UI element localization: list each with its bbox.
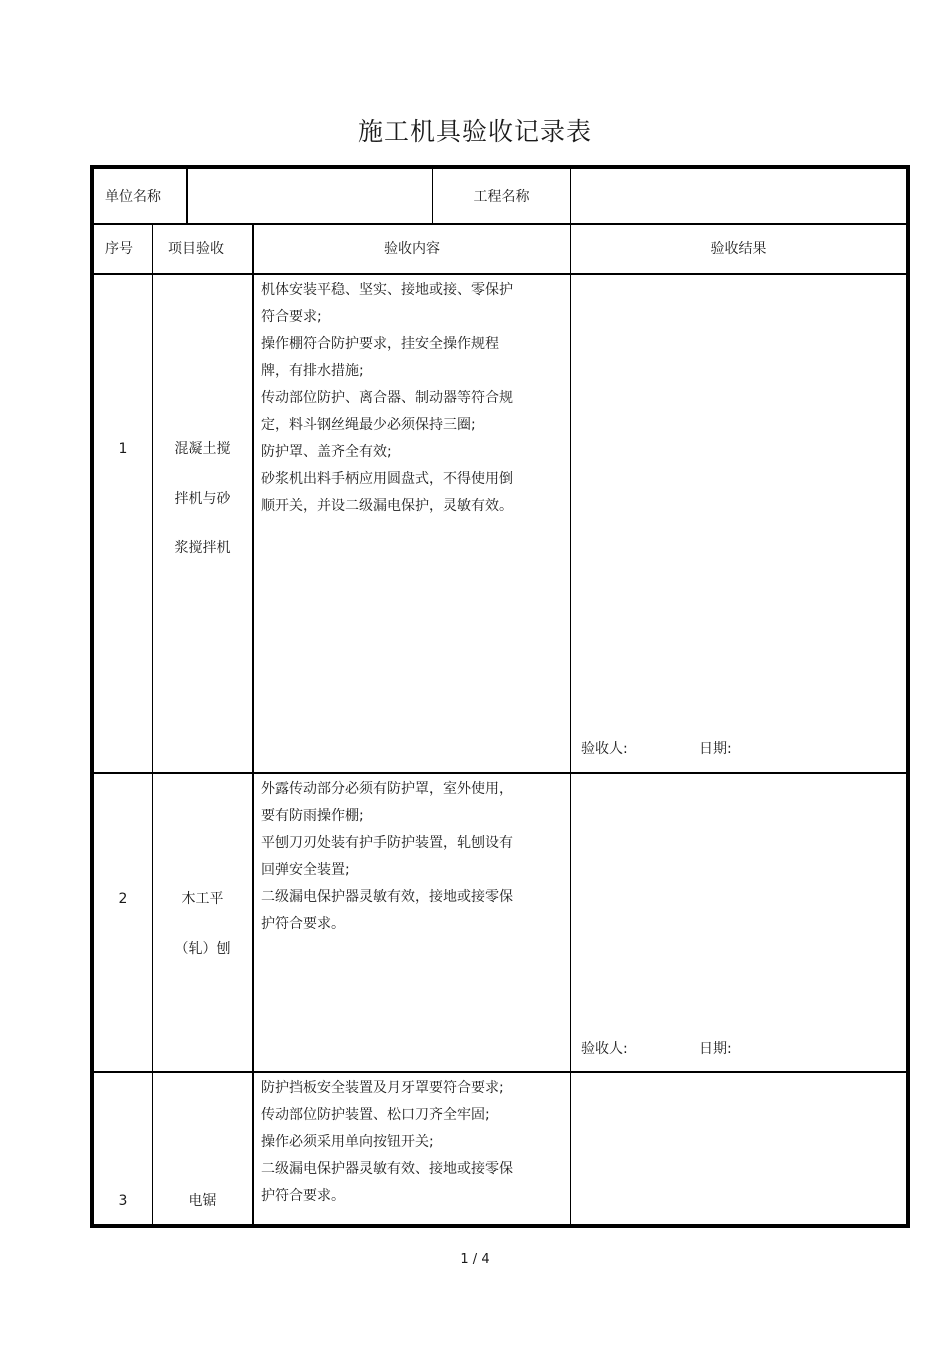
row-1-item-line: 混凝土搅 <box>174 441 231 457</box>
row-3-number: 3 <box>118 1193 128 1209</box>
row-divider <box>94 772 906 774</box>
row-1-item-line: 拌机与砂 <box>174 491 231 507</box>
project-name-label: 工程名称 <box>473 189 530 205</box>
col-header-no: 序号 <box>105 241 133 257</box>
unit-name-field[interactable] <box>192 187 428 207</box>
content-line: 护符合要求。 <box>261 1188 345 1204</box>
row-divider <box>94 1071 906 1073</box>
content-line: 二级漏电保护器灵敏有效、接地或接零保 <box>261 1161 513 1177</box>
row-divider <box>94 223 906 225</box>
content-line: 操作必须采用单向按钮开关; <box>261 1134 434 1150</box>
row-1-item-line: 浆搅拌机 <box>174 540 231 556</box>
content-line: 牌，有排水措施; <box>261 363 364 379</box>
row-1-inspector-label: 验收人: <box>581 741 628 757</box>
col-header-content: 验收内容 <box>384 241 440 257</box>
content-line: 护符合要求。 <box>261 916 345 932</box>
col-header-item: 项目验收 <box>168 241 224 257</box>
content-line: 传动部位防护、离合器、制动器等符合规 <box>261 390 513 406</box>
page-title: 施工机具验收记录表 <box>357 117 592 146</box>
row-2-inspector-label: 验收人: <box>581 1041 628 1057</box>
content-line: 符合要求; <box>261 309 322 325</box>
row-1-date-label: 日期: <box>699 741 732 757</box>
content-line: 砂浆机出料手柄应用圆盘式，不得使用倒 <box>261 471 513 487</box>
col-divider <box>252 224 254 1224</box>
table-body <box>94 169 906 1224</box>
row-3-content <box>261 1075 513 1210</box>
content-line: 防护挡板安全装置及月牙罩要符合要求; <box>261 1080 504 1096</box>
content-line: 平刨刀刃处装有护手防护装置，轧刨设有 <box>261 835 513 851</box>
content-line: 定，料斗钢丝绳最少必须保持三圈; <box>261 417 476 433</box>
row-3-item-line: 电锯 <box>188 1193 217 1209</box>
row-2-number: 2 <box>118 891 128 907</box>
content-line: 回弹安全装置; <box>261 862 350 878</box>
content-line: 操作棚符合防护要求，挂安全操作规程 <box>261 336 499 352</box>
row-2-date-label: 日期: <box>699 1041 732 1057</box>
content-line: 要有防雨操作棚; <box>261 808 364 824</box>
page-number: 1 / 4 <box>460 1252 490 1267</box>
row-2-content <box>261 776 513 938</box>
project-name-field[interactable] <box>576 187 902 207</box>
row-2-item-line: 木工平 <box>181 891 224 907</box>
inspection-table <box>90 165 910 1228</box>
unit-name-label: 单位名称 <box>105 189 161 205</box>
col-header-result: 验收结果 <box>710 241 767 257</box>
content-line: 防护罩、盖齐全有效; <box>261 444 392 460</box>
content-line: 机体安装平稳、坚实、接地或接、零保护 <box>261 282 513 298</box>
row-1-content <box>261 277 513 520</box>
row-2-item-line: （轧）刨 <box>174 941 231 957</box>
row-divider <box>94 273 906 275</box>
col-divider <box>186 169 188 224</box>
row-1-number: 1 <box>118 441 128 457</box>
content-line: 外露传动部分必须有防护罩，室外使用， <box>261 781 513 797</box>
content-line: 顺开关，并设二级漏电保护，灵敏有效。 <box>261 498 513 514</box>
content-line: 二级漏电保护器灵敏有效，接地或接零保 <box>261 889 513 905</box>
col-divider <box>570 224 571 1224</box>
col-divider <box>152 224 153 1224</box>
col-divider <box>570 169 571 224</box>
content-line: 传动部位防护装置、松口刀齐全牢固; <box>261 1107 490 1123</box>
